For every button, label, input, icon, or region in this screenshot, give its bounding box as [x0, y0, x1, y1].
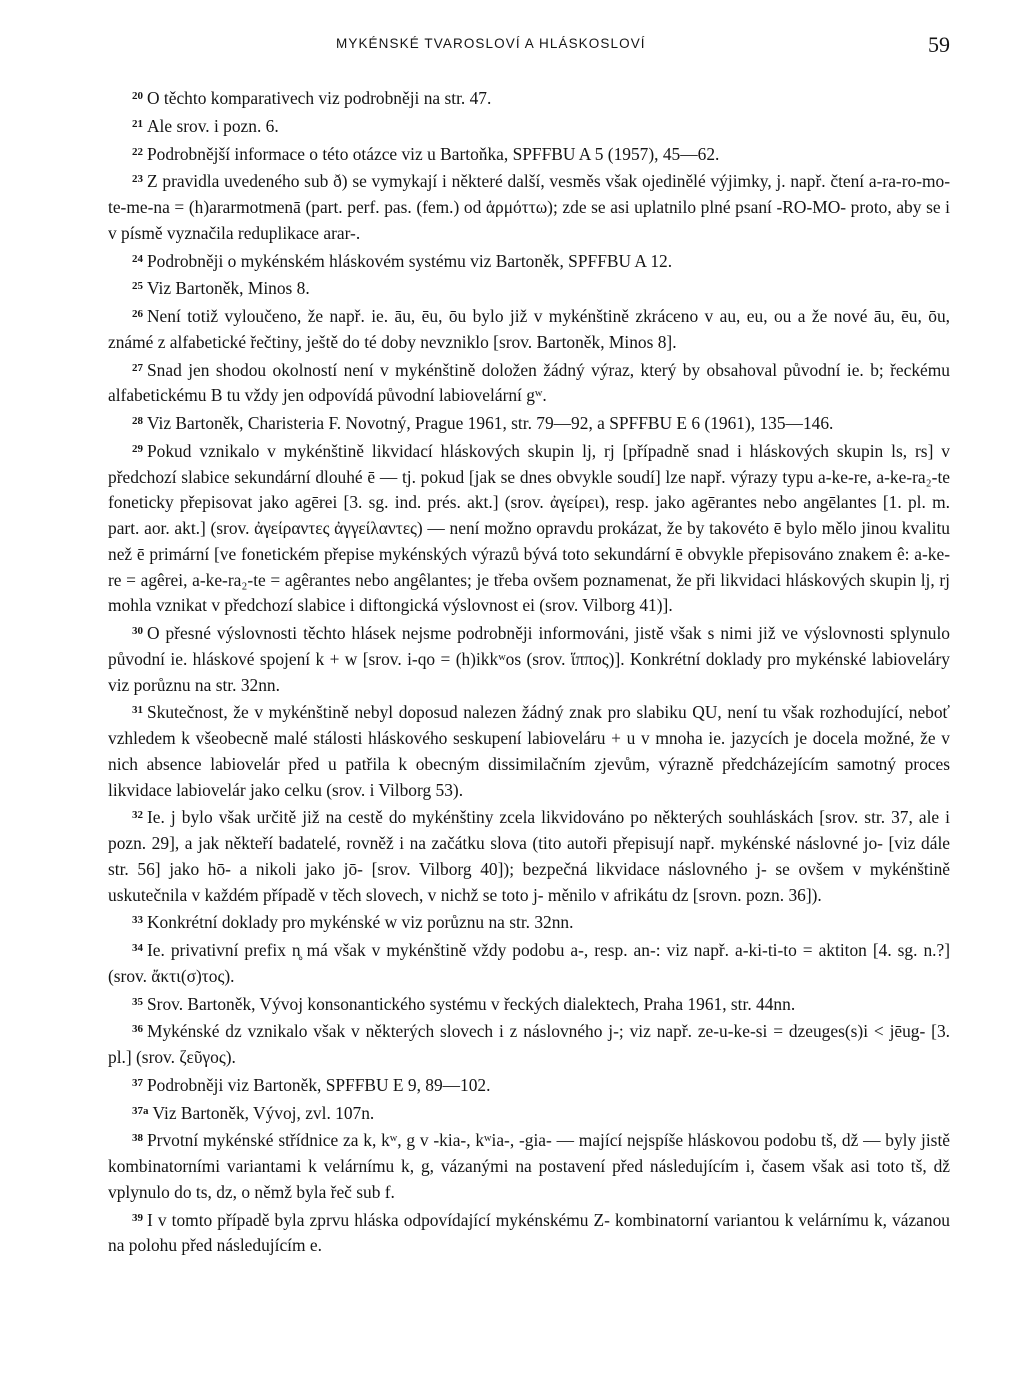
footnote-text: Skutečnost, že v mykénštině nebyl doposud nalezen žádný znak pro slabiku QU, není tu však rozhodující, neboť vzhledem k všeobecně malé stálosti hláskového seskupení labioveláru + u v mnoha ie. jazycích je docela možné, že v nich absence labiovelár před u patřila k obecným dissimilačním zjevům, výrazně předcházejícím samotný proces likvidace labiovelár jako celku (srov. i Vilborg 53). [108, 702, 950, 800]
footnote-text: Mykénské dz vznikalo však v některých slovech i z náslovného j-; viz např. ze-u-ke-si = dzeuges(s)i < jēug- [3. pl.] (srov. ζεῦγος). [108, 1021, 950, 1067]
footnote [108, 437, 950, 619]
footnote [108, 1099, 950, 1127]
footnote-text: Není totiž vyloučeno, že např. ie. āu, ēu, ōu bylo již v mykénštině zkráceno v au, eu, ou a že nové āu, ēu, ōu, známé z alfabetické řečtiny, ještě do té doby nevzniklo [srov. Bartoněk, Minos 8]. [108, 306, 950, 352]
footnote-number: 25 [132, 280, 143, 293]
footnote-number: 37 [132, 1076, 143, 1089]
footnote-number: 26 [132, 308, 143, 320]
running-head: MYKÉNSKÉ TVAROSLOVÍ A HLÁSKOSLOVÍ [336, 36, 646, 51]
footnote-number: 28 [132, 415, 143, 427]
footnote [108, 112, 950, 140]
page-header [108, 34, 950, 58]
footnote [108, 908, 950, 936]
footnote [108, 167, 950, 246]
footnote-number: 33 [132, 914, 143, 927]
footnote [108, 1071, 950, 1099]
footnote [108, 409, 950, 437]
footnote [108, 936, 950, 990]
footnote-text: Podrobněji o mykénském hláskovém systému viz Bartoněk, SPFFBU A 12. [147, 250, 673, 271]
footnote-number: 22 [132, 145, 143, 158]
footnote-text: Viz Bartoněk, Minos 8. [147, 278, 310, 299]
footnote-text: Podrobněji viz Bartoněk, SPFFBU E 9, 89—102. [147, 1074, 491, 1095]
footnote-number: 39 [132, 1211, 143, 1224]
footnote-number: 23 [132, 173, 143, 186]
footnote-text: Viz Bartoněk, Vývoj, zvl. 107n. [152, 1102, 375, 1123]
page-number: 59 [928, 32, 950, 57]
footnote [108, 619, 950, 698]
footnote-text: Viz Bartoněk, Charisteria F. Novotný, Prague 1961, str. 79—92, a SPFFBU E 6 (1961), 135—146. [147, 413, 834, 433]
footnote-number: 35 [132, 995, 143, 1008]
footnote-text: O přesné výslovnosti těchto hlásek nejsme podrobněji informováni, jistě však s nimi již ve výslovnosti splynulo původní ie. hláskové spojení k + w [srov. i-qo = (h)ikkʷos (srov. ἵππος)]. Konkrétní doklady pro mykénské labioveláry viz porůznu na str. 32nn. [108, 623, 950, 695]
footnote [108, 803, 950, 908]
footnote [108, 140, 950, 168]
footnote-number: 34 [132, 942, 143, 954]
footnote-text: I v tomto případě byla zprvu hláska odpovídající mykénskému Z- kombinatorní variantou k velárnímu k, vázanou na polohu před následujícím e. [108, 1209, 950, 1256]
footnote-number: 30 [132, 625, 143, 637]
footnote-number: 36 [132, 1023, 143, 1036]
footnote [108, 247, 950, 275]
footnote-text: Ie. privativní prefix n̥ má však v mykénštině vždy podobu a-, resp. an-: viz např. a-ki-ti-to = aktiton [4. sg. n.?] (srov. ἄκτι(σ)τος). [108, 940, 950, 986]
footnote-number: 29 [132, 442, 143, 455]
footnote [108, 1206, 950, 1260]
footnote-number: 37a [132, 1104, 149, 1117]
footnote [108, 1126, 950, 1205]
footnote-number: 31 [132, 704, 143, 717]
footnote-number: 32 [132, 809, 143, 822]
footnote [108, 698, 950, 803]
footnote-number: 38 [132, 1132, 143, 1145]
footnote [108, 84, 950, 112]
footnote-number: 21 [132, 117, 143, 130]
footnotes-block [108, 84, 950, 1259]
footnote [108, 302, 950, 356]
footnote-text: Ale srov. i pozn. 6. [147, 115, 279, 136]
footnote-text: Pokud vznikalo v mykénštině likvidací hláskových skupin lj, rj [případně snad i hláskových skupin ls, rs] v předchozí slabice sekundární dlouhé ē — tj. pokud [jak se dnes obvykle soudí] lze např. výrazy typu a-ke-re, a-ke-ra₂-te foneticky přepisovat jako agērei [3. sg. ind. prés. akt.] (srov. ἀγείρει), resp. jako agērantes nebo angēlantes [1. pl. m. part. aor. akt.] (srov. ἀγείραντες ἀγγείλαντες) — není možno opravdu prokázat, že by takovéto ē bylo mělo jinou kvalitu než ē primární [ve fonetickém přepise mykénských výrazů bývá toto sekundární ē obvykle přepisováno znakem ê: a-ke-re = agêrei, a-ke-ra₂-te = agêrantes nebo angêlantes; je třeba ovšem poznamenat, že při likvidaci hláskových skupin lj, rj mohla vznikat v předchozí slabice i diftongická výslovnost ei (srov. Vilborg 41)]. [108, 440, 950, 616]
footnote-text: Konkrétní doklady pro mykénské w viz porůznu na str. 32nn. [147, 912, 574, 933]
footnote-number: 27 [132, 361, 143, 374]
footnote-text: Podrobnější informace o této otázce viz u Bartoňka, SPFFBU A 5 (1957), 45—62. [147, 143, 720, 164]
footnote [108, 1017, 950, 1071]
footnote-text: Ie. j bylo však určitě již na cestě do mykénštiny zcela likvidováno po některých souhláskách [srov. str. 37, ale i pozn. 29], a jak někteří badatelé, rovněž i na začátku slova (tito autoři přepisují např. mykénské náslovné jo- [viz dále str. 56] jako hō- a nikoli jako jō- [srov. Vilborg 40]); bezpečná likvidace náslovného j- se ovšem v mykénštině uskutečnila v každém případě v těch slovech, v nichž se toto j- měnilo v afrikátu dz [srovn. pozn. 36]). [108, 807, 950, 905]
footnote-number: 24 [132, 252, 143, 265]
footnote-text: Srov. Bartoněk, Vývoj konsonantického systému v řeckých dialektech, Praha 1961, str. 44nn. [147, 993, 796, 1014]
footnote [108, 990, 950, 1018]
footnote-text: Snad jen shodou okolností není v mykénštině doložen žádný výraz, který by obsahoval původní ie. b; řeckému alfabetickému B tu vždy jen odpovídá původní labiovelární gʷ. [108, 359, 950, 406]
footnote [108, 356, 950, 410]
footnote-text: O těchto komparativech viz podrobněji na str. 47. [147, 88, 492, 108]
footnote [108, 274, 950, 302]
footnote-text: Z pravidla uvedeného sub ð) se vymykají i některé další, vesměs však ojedinělé výjimky, j. např. čtení a-ra-ro-mo-te-me-na = (h)ararmotmenā (part. perf. pas. (fem.) od ἁρμόττω); zde se asi uplatnilo plné psaní -RO-MO- proto, aby se i v písmě vyznačila reduplikace arar-. [108, 171, 950, 243]
footnote-number: 20 [132, 90, 143, 102]
footnote-text: Prvotní mykénské střídnice za k, kʷ, g v -kia-, kʷia-, -gia- — mající nejspíše hláskovou podobu tš, dž — byly jistě kombinatorními variantami k velárnímu k, g, vázanými na postavení před následujícím i, časem však asi toto tš, dž vplynulo do ts, dz, o němž byla řeč sub f. [108, 1130, 950, 1202]
